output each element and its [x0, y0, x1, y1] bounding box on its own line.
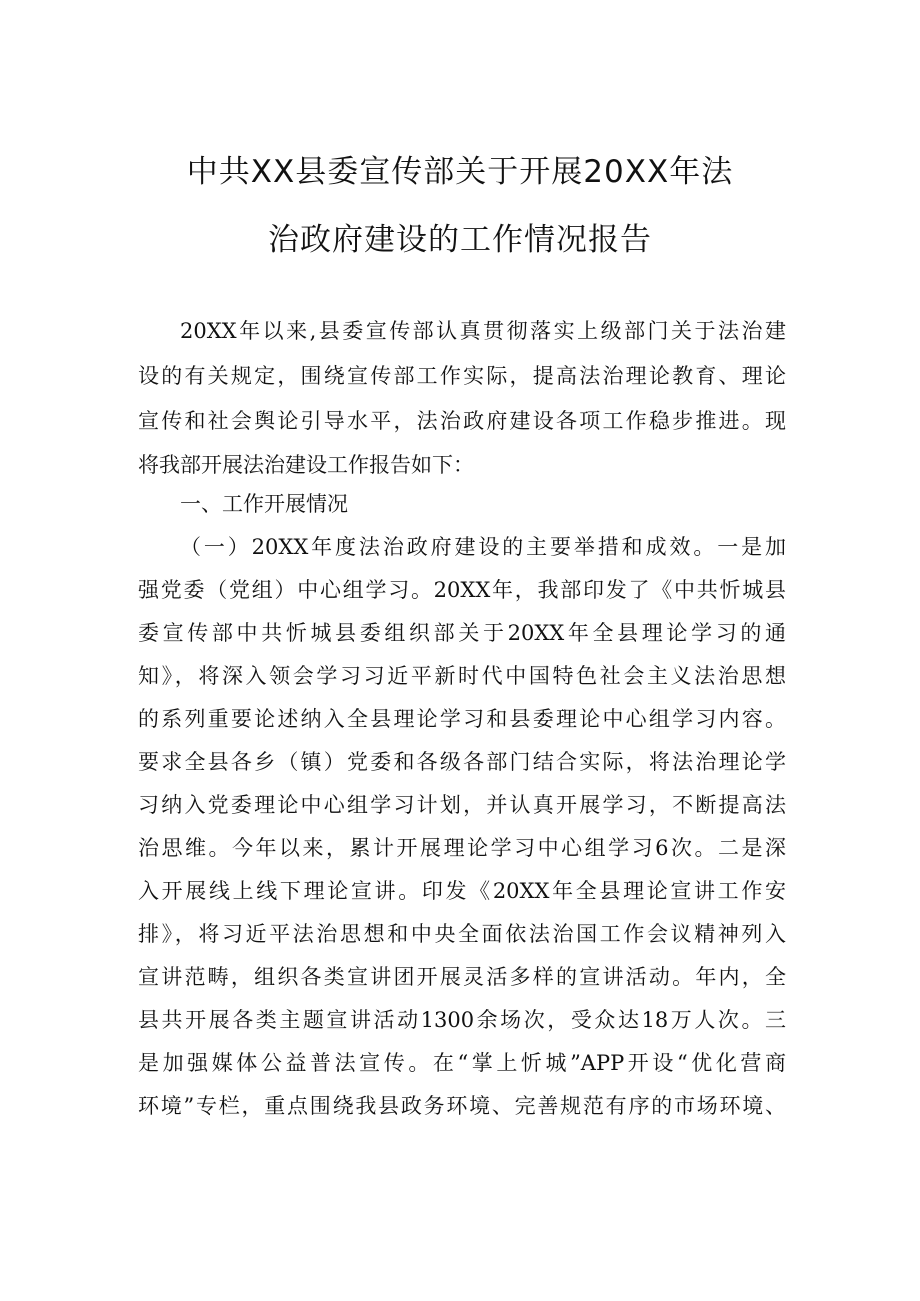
- body-line: 排》，将习近平法治思想和中央全面依法治国工作会议精神列入: [138, 922, 786, 946]
- body-line: 知》，将深入领会学习习近平新时代中国特色社会主义法治思想: [138, 664, 786, 688]
- body-line: 县共开展各类主题宣讲活动1300余场次，受众达18万人次。三: [138, 1008, 786, 1032]
- body-line: 委宣传部中共忻城县委组织部关于20XX年全县理论学习的通: [138, 621, 786, 645]
- body-line: 是加强媒体公益普法宣传。在“掌上忻城”APP开设“优化营商: [138, 1051, 786, 1075]
- body-line: 要求全县各乡（镇）党委和各级各部门结合实际，将法治理论学: [138, 750, 786, 774]
- intro-line: 20XX年以来,县委宣传部认真贯彻落实上级部门关于法治建: [180, 319, 786, 343]
- body-line: 习纳入党委理论中心组学习计划，并认真开展学习，不断提高法: [138, 793, 786, 817]
- section-heading: 一、工作开展情况: [180, 492, 348, 516]
- body-line: 的系列重要论述纳入全县理论学习和县委理论中心组学习内容。: [138, 707, 786, 731]
- document-title-line-2: 治政府建设的工作情况报告: [268, 222, 652, 258]
- body-line: 入开展线上线下理论宣讲。印发《20XX年全县理论宣讲工作安: [138, 879, 786, 903]
- body-line: （一）20XX年度法治政府建设的主要举措和成效。一是加: [180, 535, 786, 559]
- body-line: 宣讲范畴，组织各类宣讲团开展灵活多样的宣讲活动。年内，全: [138, 965, 786, 989]
- intro-line: 设的有关规定，围绕宣传部工作实际，提高法治理论教育、理论: [138, 364, 786, 388]
- body-line: 强党委（党组）中心组学习。20XX年，我部印发了《中共忻城县: [138, 578, 786, 602]
- intro-line: 宣传和社会舆论引导水平，法治政府建设各项工作稳步推进。现: [138, 409, 786, 433]
- intro-line: 将我部开展法治建设工作报告如下：: [138, 453, 474, 477]
- body-line: 治思维。今年以来，累计开展理论学习中心组学习6次。二是深: [138, 836, 786, 860]
- document-title-line-1: 中共XX县委宣传部关于开展20XX年法: [186, 154, 734, 190]
- body-line: 环境”专栏，重点围绕我县政务环境、完善规范有序的市场环境、: [138, 1094, 786, 1118]
